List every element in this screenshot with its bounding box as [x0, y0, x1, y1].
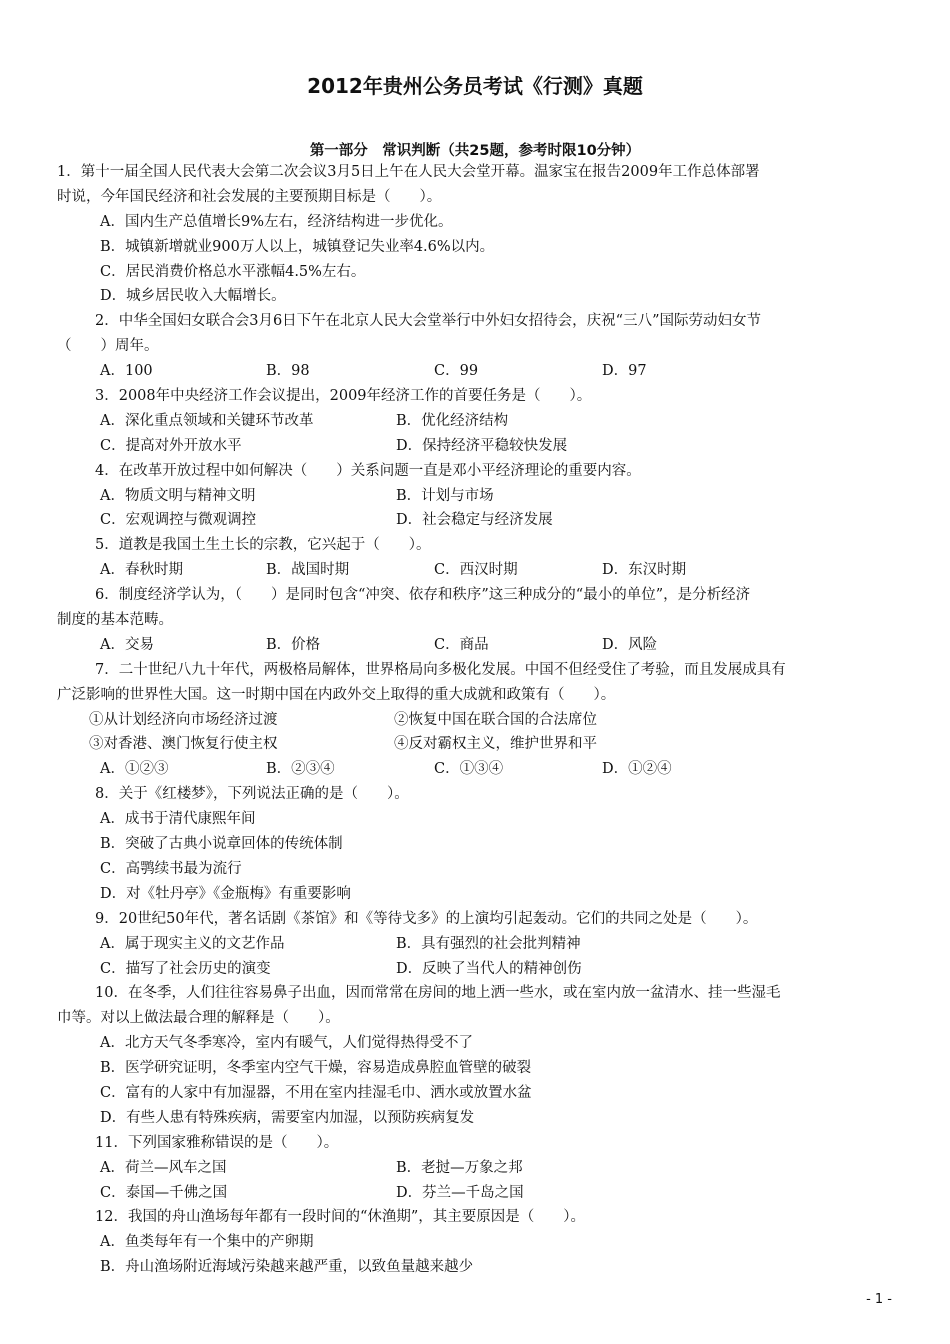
question-stem: 1．第十一届全国人民代表大会第二次会议3月5日上午在人民大会堂开幕。温家宝在报告2009年工作总体部署 [57, 164, 760, 180]
option-row [57, 757, 897, 782]
answer-option: B．战国时期 [266, 562, 350, 579]
answer-option: B．城镇新增就业900万人以上，城镇登记失业率4.6%以内。 [100, 238, 495, 255]
answer-option: D．城乡居民收入大幅增长。 [100, 288, 286, 305]
option-row [57, 633, 897, 658]
answer-option: A．深化重点领域和关键环节改革 [100, 412, 314, 429]
statement-item: ①从计划经济向市场经济过渡 [89, 711, 278, 728]
answer-option: C．商品 [434, 636, 489, 653]
answer-option: A．100 [100, 363, 153, 380]
page-title: 2012年贵州公务员考试《行测》真题 [307, 74, 643, 98]
answer-option: A．物质文明与精神文明 [100, 487, 256, 504]
answer-option: A．荷兰—风车之国 [100, 1159, 227, 1176]
answer-option: D．有些人患有特殊疾病，需要室内加湿，以预防疾病复发 [100, 1109, 475, 1126]
question-stem: 11．下列国家雅称错误的是（ ）。 [95, 1134, 339, 1151]
option-row [57, 558, 897, 583]
question-stem: 3．2008年中央经济工作会议提出，2009年经济工作的首要任务是（ ）。 [95, 388, 592, 405]
answer-option: C．西汉时期 [434, 562, 518, 579]
answer-option: D．东汉时期 [602, 562, 687, 579]
question-stem: 5．道教是我国土生土长的宗教，它兴起于（ ）。 [95, 537, 431, 554]
answer-option: B．具有强烈的社会批判精神 [396, 935, 581, 952]
answer-option: B．老挝—万象之邦 [396, 1159, 523, 1176]
answer-option: C．高鹗续书最为流行 [100, 860, 242, 877]
question-stem: 8．关于《红楼梦》，下列说法正确的是（ ）。 [95, 786, 409, 803]
option-row [57, 409, 897, 434]
answer-option: C．描写了社会历史的演变 [100, 960, 271, 977]
answer-option: C．①③④ [434, 761, 504, 778]
answer-option: B．98 [266, 363, 310, 380]
question-stem: 10．在冬季，人们往往容易鼻子出血，因而常常在房间的地上洒一些水，或在室内放一盆清水、挂一些湿毛 [95, 985, 781, 1002]
answer-option: A．鱼类每年有一个集中的产卵期 [100, 1234, 314, 1251]
statement-item: ④反对霸权主义，维护世界和平 [394, 736, 597, 753]
answer-option: B．舟山渔场附近海域污染越来越严重，以致鱼量越来越少 [100, 1259, 474, 1276]
question-stem: 4．在改革开放过程中如何解决（ ）关系问题一直是邓小平经济理论的重要内容。 [95, 462, 641, 479]
option-row [57, 434, 897, 459]
option-row [57, 359, 897, 384]
option-row [57, 484, 897, 509]
question-stem: 12．我国的舟山渔场每年都有一段时间的“休渔期”，其主要原因是（ ）。 [95, 1209, 586, 1226]
answer-option: C．居民消费价格总水平涨幅4.5%左右。 [100, 263, 366, 280]
question-stem: 7．二十世纪八九十年代，两极格局解体，世界格局向多极化发展。中国不但经受住了考验，而且发展成具有 [95, 661, 786, 678]
section-heading: 第一部分 常识判断（共25题，参考时限10分钟） [309, 143, 641, 159]
answer-option: B．计划与市场 [396, 487, 494, 504]
answer-option: B．价格 [266, 636, 321, 653]
answer-option: A．属于现实主义的文艺作品 [100, 935, 285, 952]
answer-option: A．①②③ [100, 761, 169, 778]
question-stem: 2．中华全国妇女联合会3月6日下午在北京人民大会堂举行中外妇女招待会，庆祝“三八”国际劳动妇女节 [95, 313, 761, 330]
answer-option: D．反映了当代人的精神创伤 [396, 960, 582, 977]
option-row [57, 932, 897, 957]
question-list [57, 160, 897, 1280]
answer-option: C．提高对外开放水平 [100, 437, 242, 454]
question-stem: 9．20世纪50年代，著名话剧《茶馆》和《等待戈多》的上演均引起轰动。它们的共同之处是（ ）。 [95, 910, 758, 927]
answer-option: D．对《牡丹亭》《金瓶梅》有重要影响 [100, 885, 351, 902]
answer-option: B．优化经济结构 [396, 412, 509, 429]
answer-option: A．国内生产总值增长9%左右，经济结构进一步优化。 [100, 213, 453, 230]
answer-option: D．芬兰—千岛之国 [396, 1184, 524, 1201]
answer-option: C．99 [434, 363, 479, 380]
question-stem: 巾等。对以上做法最合理的解释是（ ）。 [57, 1010, 340, 1027]
answer-option: D．①②④ [602, 761, 672, 778]
answer-option: C．宏观调控与微观调控 [100, 512, 257, 529]
answer-option: B．医学研究证明，冬季室内空气干燥，容易造成鼻腔血管壁的破裂 [100, 1060, 532, 1077]
answer-option: D．风险 [602, 636, 658, 653]
answer-option: C．泰国—千佛之国 [100, 1184, 228, 1201]
option-row [57, 957, 897, 982]
answer-option: B．②③④ [266, 761, 335, 778]
page-number: - 1 - [866, 1292, 892, 1307]
answer-option: B．突破了古典小说章回体的传统体制 [100, 836, 343, 853]
question-stem: 制度的基本范畴。 [57, 612, 173, 629]
answer-option: A．成书于清代康熙年间 [100, 811, 256, 828]
option-row [57, 1181, 897, 1206]
statement-row [57, 708, 897, 733]
statement-item: ③对香港、澳门恢复行使主权 [89, 736, 278, 753]
option-row [57, 508, 897, 533]
question-stem: （ ）周年。 [57, 338, 159, 355]
answer-option: D．社会稳定与经济发展 [396, 512, 553, 529]
answer-option: A．春秋时期 [100, 562, 183, 579]
answer-option: C．富有的人家中有加湿器，不用在室内挂湿毛巾、洒水或放置水盆 [100, 1084, 532, 1101]
question-stem: 6．制度经济学认为，（ ）是同时包含“冲突、依存和秩序”这三种成分的“最小的单位”，是分析经济 [95, 587, 751, 604]
question-stem: 广泛影响的世界性大国。这一时期中国在内政外交上取得的重大成就和政策有（ ）。 [57, 686, 616, 703]
statement-item: ②恢复中国在联合国的合法席位 [394, 711, 597, 728]
option-row [57, 1156, 897, 1181]
question-stem: 时说，今年国民经济和社会发展的主要预期目标是（ ）。 [57, 188, 442, 205]
answer-option: A．北方天气冬季寒冷，室内有暖气，人们觉得热得受不了 [100, 1035, 473, 1052]
statement-row [57, 732, 897, 757]
answer-option: D．保持经济平稳较快发展 [396, 437, 568, 454]
answer-option: A．交易 [100, 636, 154, 653]
answer-option: D．97 [602, 363, 647, 380]
